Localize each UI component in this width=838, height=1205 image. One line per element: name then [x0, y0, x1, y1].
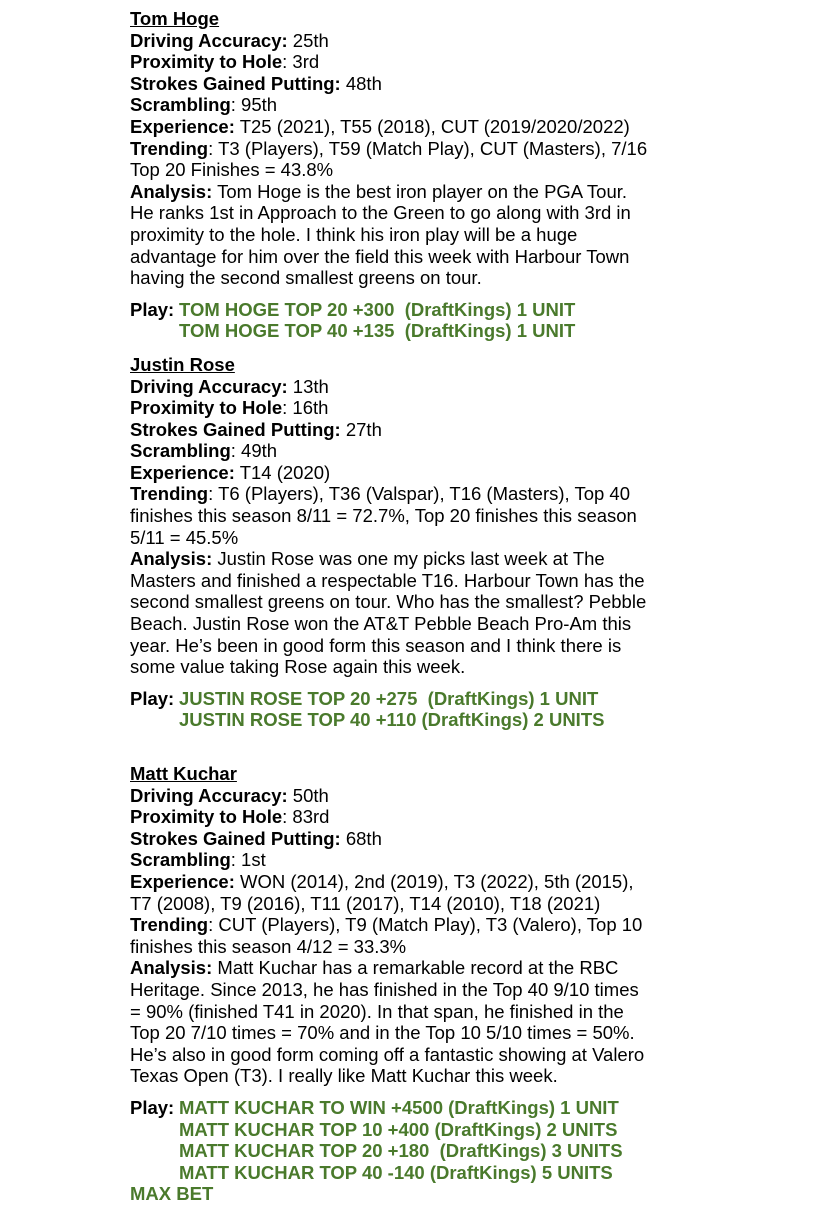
play-row	[130, 320, 830, 342]
play-label: Play:	[130, 298, 175, 320]
stat-label: Experience:	[130, 115, 235, 137]
trending-text: : T3 (Players), T59 (Match Play), CUT (Masters), 7/16	[208, 137, 648, 159]
play-label: Play:	[130, 1096, 175, 1118]
stat-strokes-gained-putting	[130, 419, 830, 441]
stat-proximity-to-hole	[130, 806, 830, 828]
stat-value: : 49th	[230, 440, 278, 462]
play-block	[130, 299, 830, 342]
stat-value: : 3rd	[282, 51, 320, 73]
trending-text: : CUT (Players), T9 (Match Play), T3 (Valero), Top 10	[208, 914, 643, 936]
stat-value: : 83rd	[282, 806, 330, 828]
play-block	[130, 688, 830, 731]
player-name: Justin Rose	[130, 353, 235, 375]
analysis-line: some value taking Rose again this week.	[130, 656, 466, 678]
analysis-line: second smallest greens on tour. Who has the smallest? Pebble	[130, 591, 647, 613]
trending-line	[130, 914, 830, 936]
trending-label: Trending	[130, 483, 209, 505]
stat-label: Proximity to Hole	[130, 806, 283, 828]
analysis-line	[130, 957, 830, 979]
player-name: Matt Kuchar	[130, 763, 237, 784]
trending-label: Trending	[130, 137, 209, 159]
trending-block	[130, 138, 830, 181]
stat-scrambling	[130, 849, 830, 871]
analysis-line: Heritage. Since 2013, he has finished in the Top 40 9/10 times	[130, 978, 639, 1000]
play-block	[130, 1097, 830, 1205]
play-label: Play:	[130, 687, 175, 709]
betting-picks-document	[130, 8, 830, 1205]
analysis-line	[130, 181, 830, 203]
analysis-block	[130, 957, 830, 1087]
stat-scrambling	[130, 94, 830, 116]
analysis-text: Tom Hoge is the best iron player on the PGA Tour.	[212, 180, 628, 202]
experience-block	[130, 871, 830, 914]
stat-experience	[130, 116, 830, 138]
stat-value: 25th	[287, 29, 329, 51]
stat-value: 27th	[340, 418, 382, 440]
pick-line: TOM HOGE TOP 40 +135 (DraftKings) 1 UNIT	[179, 320, 576, 342]
stat-value: : 16th	[282, 397, 329, 419]
stat-label: Strokes Gained Putting:	[130, 418, 341, 440]
stat-strokes-gained-putting	[130, 828, 830, 850]
stat-value: T25 (2021), T55 (2018), CUT (2019/2020/2022)	[234, 115, 630, 137]
analysis-line: He ranks 1st in Approach to the Green to go along with 3rd in	[130, 202, 631, 224]
stat-value: : 1st	[230, 849, 266, 871]
trending-line: Top 20 Finishes = 43.8%	[130, 159, 334, 181]
play-row	[130, 1162, 830, 1184]
pick-line: MATT KUCHAR TOP 20 +180 (DraftKings) 3 UNITS	[179, 1140, 623, 1162]
max-bet-label: MAX BET	[130, 1183, 214, 1205]
analysis-label: Analysis:	[130, 957, 213, 979]
play-row	[130, 1140, 830, 1162]
analysis-text: Justin Rose was one my picks last week at The	[212, 548, 605, 570]
pick-line: JUSTIN ROSE TOP 40 +110 (DraftKings) 2 UNITS	[179, 709, 605, 731]
stat-value: 48th	[340, 72, 382, 94]
stat-label: Driving Accuracy:	[130, 29, 288, 51]
analysis-line: advantage for him over the field this week with Harbour Town	[130, 245, 630, 267]
experience-label: Experience:	[130, 870, 235, 892]
stat-driving-accuracy	[130, 785, 830, 807]
stat-label: Experience:	[130, 461, 235, 483]
player-section-tom-hoge	[130, 8, 830, 342]
stat-value: 68th	[340, 827, 382, 849]
analysis-line: having the second smallest greens on tour.	[130, 267, 482, 289]
play-row	[130, 709, 830, 731]
stat-label: Proximity to Hole	[130, 51, 283, 73]
max-bet-row	[130, 1183, 830, 1205]
stat-label: Scrambling	[130, 849, 231, 871]
stat-experience	[130, 462, 830, 484]
play-row	[130, 1119, 830, 1141]
stat-label: Driving Accuracy:	[130, 375, 288, 397]
pick-line: MATT KUCHAR TOP 40 -140 (DraftKings) 5 UNITS	[179, 1161, 613, 1183]
play-row	[130, 688, 830, 710]
analysis-block	[130, 181, 830, 289]
stat-scrambling	[130, 440, 830, 462]
stat-label: Strokes Gained Putting:	[130, 72, 341, 94]
analysis-line: He’s also in good form coming off a fantastic showing at Valero	[130, 1043, 645, 1065]
analysis-line	[130, 548, 830, 570]
player-name: Tom Hoge	[130, 8, 220, 29]
trending-text: : T6 (Players), T36 (Valspar), T16 (Masters), Top 40	[208, 483, 631, 505]
play-row	[130, 1097, 830, 1119]
pick-line: JUSTIN ROSE TOP 20 +275 (DraftKings) 1 UNIT	[179, 687, 599, 709]
stat-value: 13th	[287, 375, 329, 397]
analysis-line: Masters and finished a respectable T16. Harbour Town has the	[130, 569, 645, 591]
analysis-label: Analysis:	[130, 180, 213, 202]
stat-label: Proximity to Hole	[130, 397, 283, 419]
trending-line: 5/11 = 45.5%	[130, 526, 239, 548]
stat-label: Driving Accuracy:	[130, 784, 288, 806]
stat-label: Strokes Gained Putting:	[130, 827, 341, 849]
analysis-line: proximity to the hole. I think his iron play will be a huge	[130, 223, 578, 245]
analysis-line: Top 20 7/10 times = 70% and in the Top 10 5/10 times = 50%.	[130, 1022, 635, 1044]
stat-label: Scrambling	[130, 440, 231, 462]
stat-strokes-gained-putting	[130, 73, 830, 95]
pick-line: MATT KUCHAR TO WIN +4500 (DraftKings) 1 UNIT	[179, 1096, 619, 1118]
experience-text: WON (2014), 2nd (2019), T3 (2022), 5th (2015),	[234, 870, 634, 892]
stat-value: : 95th	[230, 94, 278, 116]
analysis-block	[130, 548, 830, 678]
analysis-text: Matt Kuchar has a remarkable record at the RBC	[212, 957, 619, 979]
stat-driving-accuracy	[130, 376, 830, 398]
stat-proximity-to-hole	[130, 51, 830, 73]
trending-line	[130, 138, 830, 160]
analysis-line: Texas Open (T3). I really like Matt Kuchar this week.	[130, 1065, 558, 1087]
analysis-line: = 90% (finished T41 in 2020). In that span, he finished in the	[130, 1000, 624, 1022]
trending-line: finishes this season 4/12 = 33.3%	[130, 935, 407, 957]
trending-block	[130, 483, 830, 548]
trending-label: Trending	[130, 914, 209, 936]
trending-line	[130, 483, 830, 505]
analysis-label: Analysis:	[130, 548, 213, 570]
experience-line	[130, 871, 830, 893]
player-section-matt-kuchar	[130, 763, 830, 1205]
pick-line: MATT KUCHAR TOP 10 +400 (DraftKings) 2 UNITS	[179, 1118, 618, 1140]
experience-line: T7 (2008), T9 (2016), T11 (2017), T14 (2010), T18 (2021)	[130, 892, 601, 914]
stat-proximity-to-hole	[130, 397, 830, 419]
analysis-line: Beach. Justin Rose won the AT&T Pebble Beach Pro-Am this	[130, 613, 632, 635]
stat-label: Scrambling	[130, 94, 231, 116]
player-section-justin-rose	[130, 354, 830, 731]
play-row	[130, 299, 830, 321]
stat-value: 50th	[287, 784, 329, 806]
trending-block	[130, 914, 830, 957]
analysis-line: year. He’s been in good form this season and I think there is	[130, 634, 622, 656]
stat-driving-accuracy	[130, 30, 830, 52]
trending-line: finishes this season 8/11 = 72.7%, Top 20 finishes this season	[130, 505, 637, 527]
pick-line: TOM HOGE TOP 20 +300 (DraftKings) 1 UNIT	[179, 298, 576, 320]
stat-value: T14 (2020)	[234, 461, 331, 483]
